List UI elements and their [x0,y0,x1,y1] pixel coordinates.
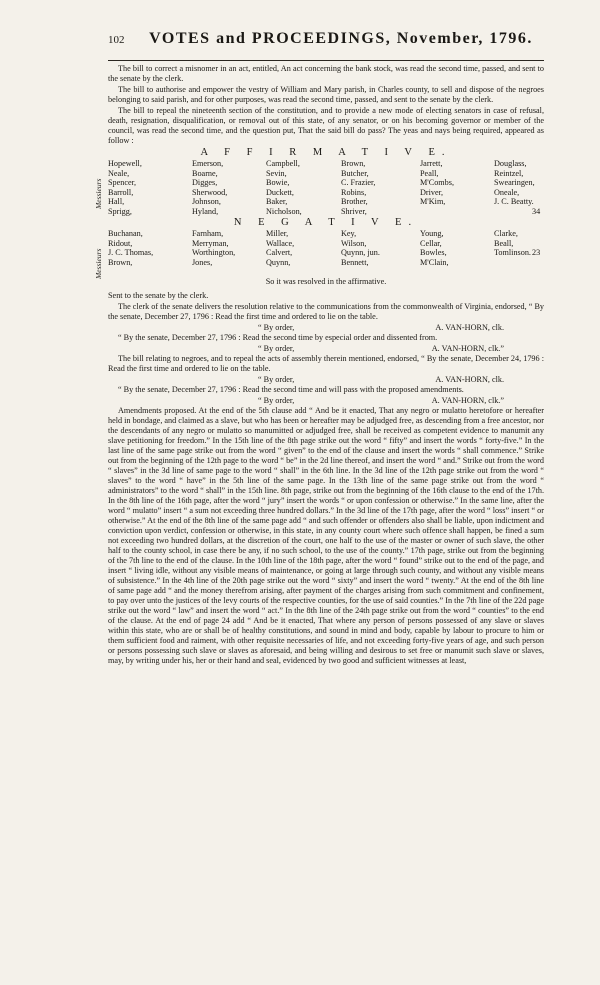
member-name: Clarke, [494,229,518,238]
member-name: Digges, [192,178,218,187]
clerk-name: A. VAN-HORN, clk. [435,323,504,332]
member-name: Duckett, [266,187,294,197]
messieurs-label: Messieurs [94,248,103,279]
paragraph-constitution: The bill to repeal the nineteenth section of the constitution, and to provide a new mode of electing senators in case of refusal, death, resignation, disqualification, or removal out of this state, of any senator, or on his becoming governor or member of the council, was read the second time, and the question put, That the said bill do pass? The yeas and nays being required, appeared as follow : [108,106,544,145]
member-name: Jones, [192,257,213,267]
negative-column [266,229,294,267]
affirmative-count: 34 [532,206,541,216]
negative-column [192,229,235,267]
by-order: “ By order, [258,344,295,353]
page-number: 102 [108,34,125,46]
member-name: Sprigg, [108,206,132,216]
affirmative-column [494,159,535,216]
paragraph-negroes-bill: The bill relating to negroes, and to repeal the acts of assembly therein mentioned, endorsed, “ By the senate, December 24, 1796 : Read the first time and ordered to lie on the table. [108,354,544,373]
member-name: J. C. Thomas, [108,248,154,257]
member-name: Hopewell, [108,159,142,168]
messieurs-label: Messieurs [94,178,103,209]
member-name: Reintzel, [494,168,524,178]
member-name [494,207,535,217]
paragraph-dissented: “ By the senate, December 27, 1796 : Read the second time by especial order and dissented from. [118,333,438,342]
clerk-name: A. VAN-HORN, clk. [435,375,504,384]
affirmative-list [94,159,544,217]
member-name: Robins, [341,187,367,197]
resolved-line: So it was resolved in the affirmative. [265,277,387,286]
member-name: Quynn, [266,257,291,267]
member-name: Sevin, [266,168,287,178]
member-name: Tomlinson. [494,248,531,257]
member-name: Baker, [266,197,288,206]
member-name: Hall, [108,197,125,206]
member-name: C. Frazier, [341,178,376,187]
member-name: Farnham, [192,229,224,238]
member-name: Barroll, [108,187,134,197]
member-name: Nicholson, [266,206,302,216]
member-name: Hyland, [192,206,219,216]
negative-count: 23 [532,248,541,257]
member-name: Brown, [341,159,366,168]
member-name: Peall, [420,168,439,178]
affirmative-column [266,159,302,216]
member-name: Douglass, [494,159,527,168]
member-name: Emerson, [192,159,224,168]
paragraph-virginia: The clerk of the senate delivers the resolution relative to the communications from the commonwealth of Virginia, endorsed, “ By the senate, December 27, 1796 : Read the first time and ordered to lie on the table. [108,302,544,321]
member-name: Spencer, [108,178,137,187]
member-name: Boarne, [192,168,218,178]
member-name: M'Combs, [420,178,455,187]
by-order: “ By order, [258,396,295,405]
member-name: Cellar, [420,238,442,248]
by-order: “ By order, [258,323,295,332]
member-name: Johnson, [192,197,221,206]
member-name: Worthington, [192,248,236,257]
member-name: Butcher, [341,168,369,178]
negative-heading: N E G A T I V E. [233,217,419,228]
paragraph-bank-stock: The bill to correct a misnomer in an act, entitled, An act concerning the bank stock, was read the second time, passed, and sent to the senate by the clerk. [108,64,544,83]
member-name: M'Clain, [420,257,449,267]
negative-list [94,229,544,279]
member-name: Bowie, [266,178,290,187]
member-name: Sherwood, [192,187,228,197]
member-name: Calvert, [266,248,293,257]
paragraph-vestry: The bill to authorise and empower the vestry of William and Mary parish, in Charles county, to sell and dispose of the negroes belonging to said parish, and for other purposes, was read the second time, passed, and sent to the senate by the clerk. [108,85,544,104]
running-title: VOTES and PROCEEDINGS, November, 1796. [149,30,533,47]
member-name: M'Kim, [420,197,446,206]
sent-line: Sent to the senate by the clerk. [108,291,209,300]
negative-column [420,229,449,267]
clerk-name: A. VAN-HORN, clk.” [431,396,504,405]
signature [108,396,544,406]
member-name: Young, [420,229,444,238]
member-name: Ridout, [108,238,133,248]
page-header [108,30,544,61]
signature [108,375,544,385]
member-name [420,207,454,217]
member-name: Shriver, [341,206,367,216]
by-order: “ By order, [258,375,295,384]
member-name: Brown, [108,257,133,267]
affirmative-column [108,159,142,216]
member-name: Merryman, [192,238,229,248]
member-name: Wallace, [266,238,295,248]
member-name: Neale, [108,168,130,178]
member-name: Wilson, [341,238,367,248]
member-name: Campbell, [266,159,300,168]
signature [108,323,544,333]
paragraph-amendments-proposed: Amendments proposed. At the end of the 5th clause add “ And be it enacted, That any negro or mulatto heretofore or hereafter held in bondage, and claimed as a slave, but who has been or hereafter may be adjudged free, as descending from a free ancestor, nor the descendants of any negro or mulatto so manumitted or adjudged free, shall be received as competent evidence to manumit any slave petitioning for freedom.” In the 15th line of the 8th page strike out the word “ fifty” and insert the words “ forty-five.” In the last line of the same page strike out from the word “ given” to the end of the clause and insert the words “ shall commence.” Strike out from the beginning of the 12th page to the word “ be” in the 2d line thereof, and insert the word “ and.” Strike out from the word “ slaves” in the 3d line of same page to the word “ shall” in the 6th line. In the 3d line of the 12th page strike out from the word “ slaves” to the word “ have” in the 5th line of the same page. In the 13th line of the same page strike out from the word “ administrators” to the word “ shall” in the 15th line. 8th page, strike out from the beginning of the 16th clause to the end of the 17th. In the 8th line of the 16th page, after the word “ jury” insert the words “ or upon confession or otherwise.” In the same line, after the word “ mulatto” insert “ a sum not exceeding three hundred dollars.” In the 3d line of the 17th page, after the word “ loss” insert “ or otherwise.” At the end of the 8th line of the same page add “ and such offender or offenders also shall be liable, upon indictment and conviction upon verdict, confession or otherwise, in this state, in any county court where such offence shall happen, be fined a sum not exceeding two hundred dollars, at the discretion of the court, one half to the use of the master or owner of such slave, the other half to the county school, in case there be any, if no such school, to the use of the county.” 17th page, strike out from the beginning of the 7th line to the end of the clause. In the 10th line of the 18th page, after the word “ found” strike out to the end of the page, and insert “ living idle, without any visible means of maintenance, or going at large through such county, and without any visible means of subsistence.” In the 4th line of the 20th page strike out the word “ sixty” and insert the word “ twenty.” At the end of the 8th line of same page add “ and the money therefrom arising, after payment of the charges arising from such commitment and confinement, to pay over unto the justices of the levy courts of the respective counties, for the use of said counties.” In the 7th line of the 22d page strike out the word “ law” and insert the word “ act.” In the 8th line of the 24th page strike out from the word “ counties” to the end of the clause. At the end of page 24 add “ And be it enacted, That where any person of persons possessed of any slave or slaves within this state, who are or shall be of healthy constitutions, and sound in mind and body, capable by labour to procure to him or them sufficient food and raiment, with other requisite necessaries of life, and not exceeding forty-five years of age, and such person or persons possessing such slave or slaves as aforesaid, and being willing and desirous to set free or manumit such slave or slaves, may, by writing under his, her or their hand and seal, evidenced by two good and sufficient witnesses at least, [108,406,544,665]
clerk-name: A. VAN-HORN, clk.” [431,344,504,353]
negative-column [108,229,153,267]
member-name: Bowles, [420,248,447,257]
paragraph-amendments-pass: “ By the senate, December 27, 1796 : Read the second time and will pass with the proposed amendments. [118,385,464,394]
affirmative-column [341,159,375,216]
member-name: J. C. Beatty. [494,197,534,206]
member-name: Bennett, [341,257,369,267]
affirmative-column [420,159,454,216]
signature [108,344,544,354]
member-name: Buchanan, [108,229,143,238]
member-name: Oneale, [494,187,520,197]
member-name: Swearingen, [494,178,535,187]
member-name: Key, [341,229,357,238]
member-name: Brother, [341,197,368,206]
affirmative-heading: A F F I R M A T I V E. [200,147,452,158]
negative-column [341,229,380,267]
member-name: Beall, [494,238,514,248]
affirmative-column [192,159,227,216]
member-name: Jarrett, [420,159,443,168]
member-name: Quynn, jun. [341,248,380,257]
member-name: Driver, [420,187,444,197]
member-name: Miller, [266,229,289,238]
negative-column [494,229,531,258]
